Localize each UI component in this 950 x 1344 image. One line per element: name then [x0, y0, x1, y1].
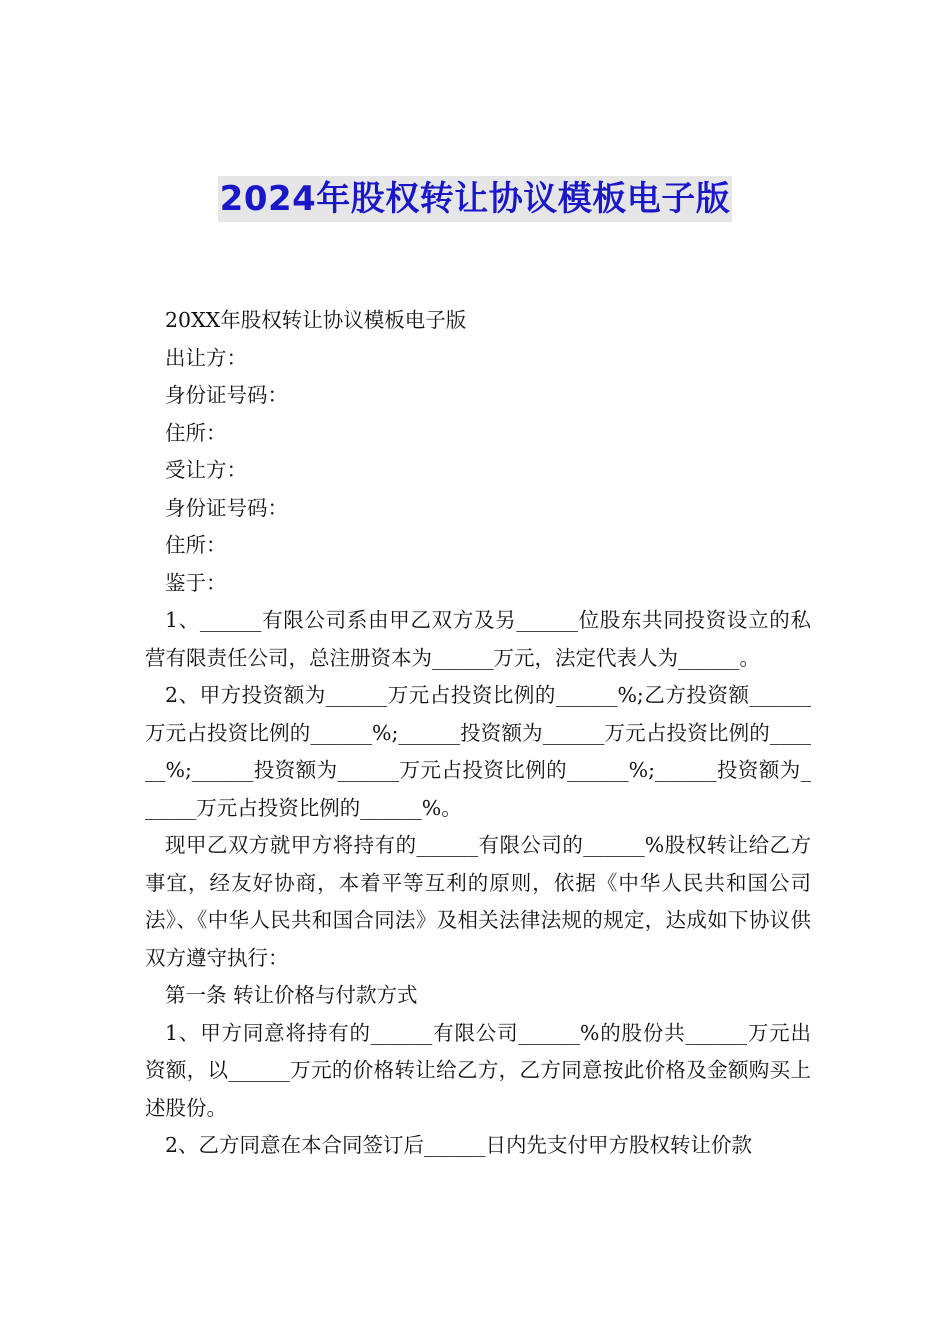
paragraph: 1、甲方同意将持有的______有限公司______%的股份共______万元出资额，以______万元的价格转让给乙方，乙方同意按此价格及金额购买上述股份。: [145, 1020, 811, 1120]
paragraph: 住所：: [165, 533, 227, 557]
paragraph: 出让方：: [165, 345, 247, 370]
paragraph: 现甲乙双方就甲方将持有的______有限公司的______%股权转让给乙方事宜，经友好协商，本着平等互利的原则，依据《中华人民共和国公司法》、《中华人民共和国合同法》及相关法律法规的规定，达成如下协议供双方遵守执行：: [145, 833, 811, 970]
paragraph: 1、______有限公司系由甲乙双方及另______位股东共同投资设立的私营有限责任公司，总注册资本为______万元，法定代表人为______。: [145, 608, 811, 670]
paragraph: 2、甲方投资额为______万元占投资比例的______%;乙方投资额______万元占投资比例的______%;______投资额为______万元占投资比例的______%;______投资额为______万元占投资比例的______%;______投资额为______万元占投资比例的______%。: [145, 683, 811, 820]
paragraph: 身份证号码：: [165, 495, 288, 520]
document-body: [145, 302, 811, 1165]
document-title: 2024年股权转让协议模板电子版: [218, 176, 733, 222]
paragraph: 鉴于：: [165, 570, 227, 595]
paragraph: 住所：: [165, 420, 227, 445]
paragraph: 20XX年股权转让协议模板电子版: [165, 308, 467, 332]
title-wrap: [0, 176, 950, 222]
paragraph: 第一条 转让价格与付款方式: [165, 983, 418, 1007]
paragraph: 2、乙方同意在本合同签订后______日内先支付甲方股权转让价款: [165, 1133, 753, 1157]
paragraph: 受让方：: [165, 458, 247, 482]
paragraph: 身份证号码：: [165, 383, 288, 407]
